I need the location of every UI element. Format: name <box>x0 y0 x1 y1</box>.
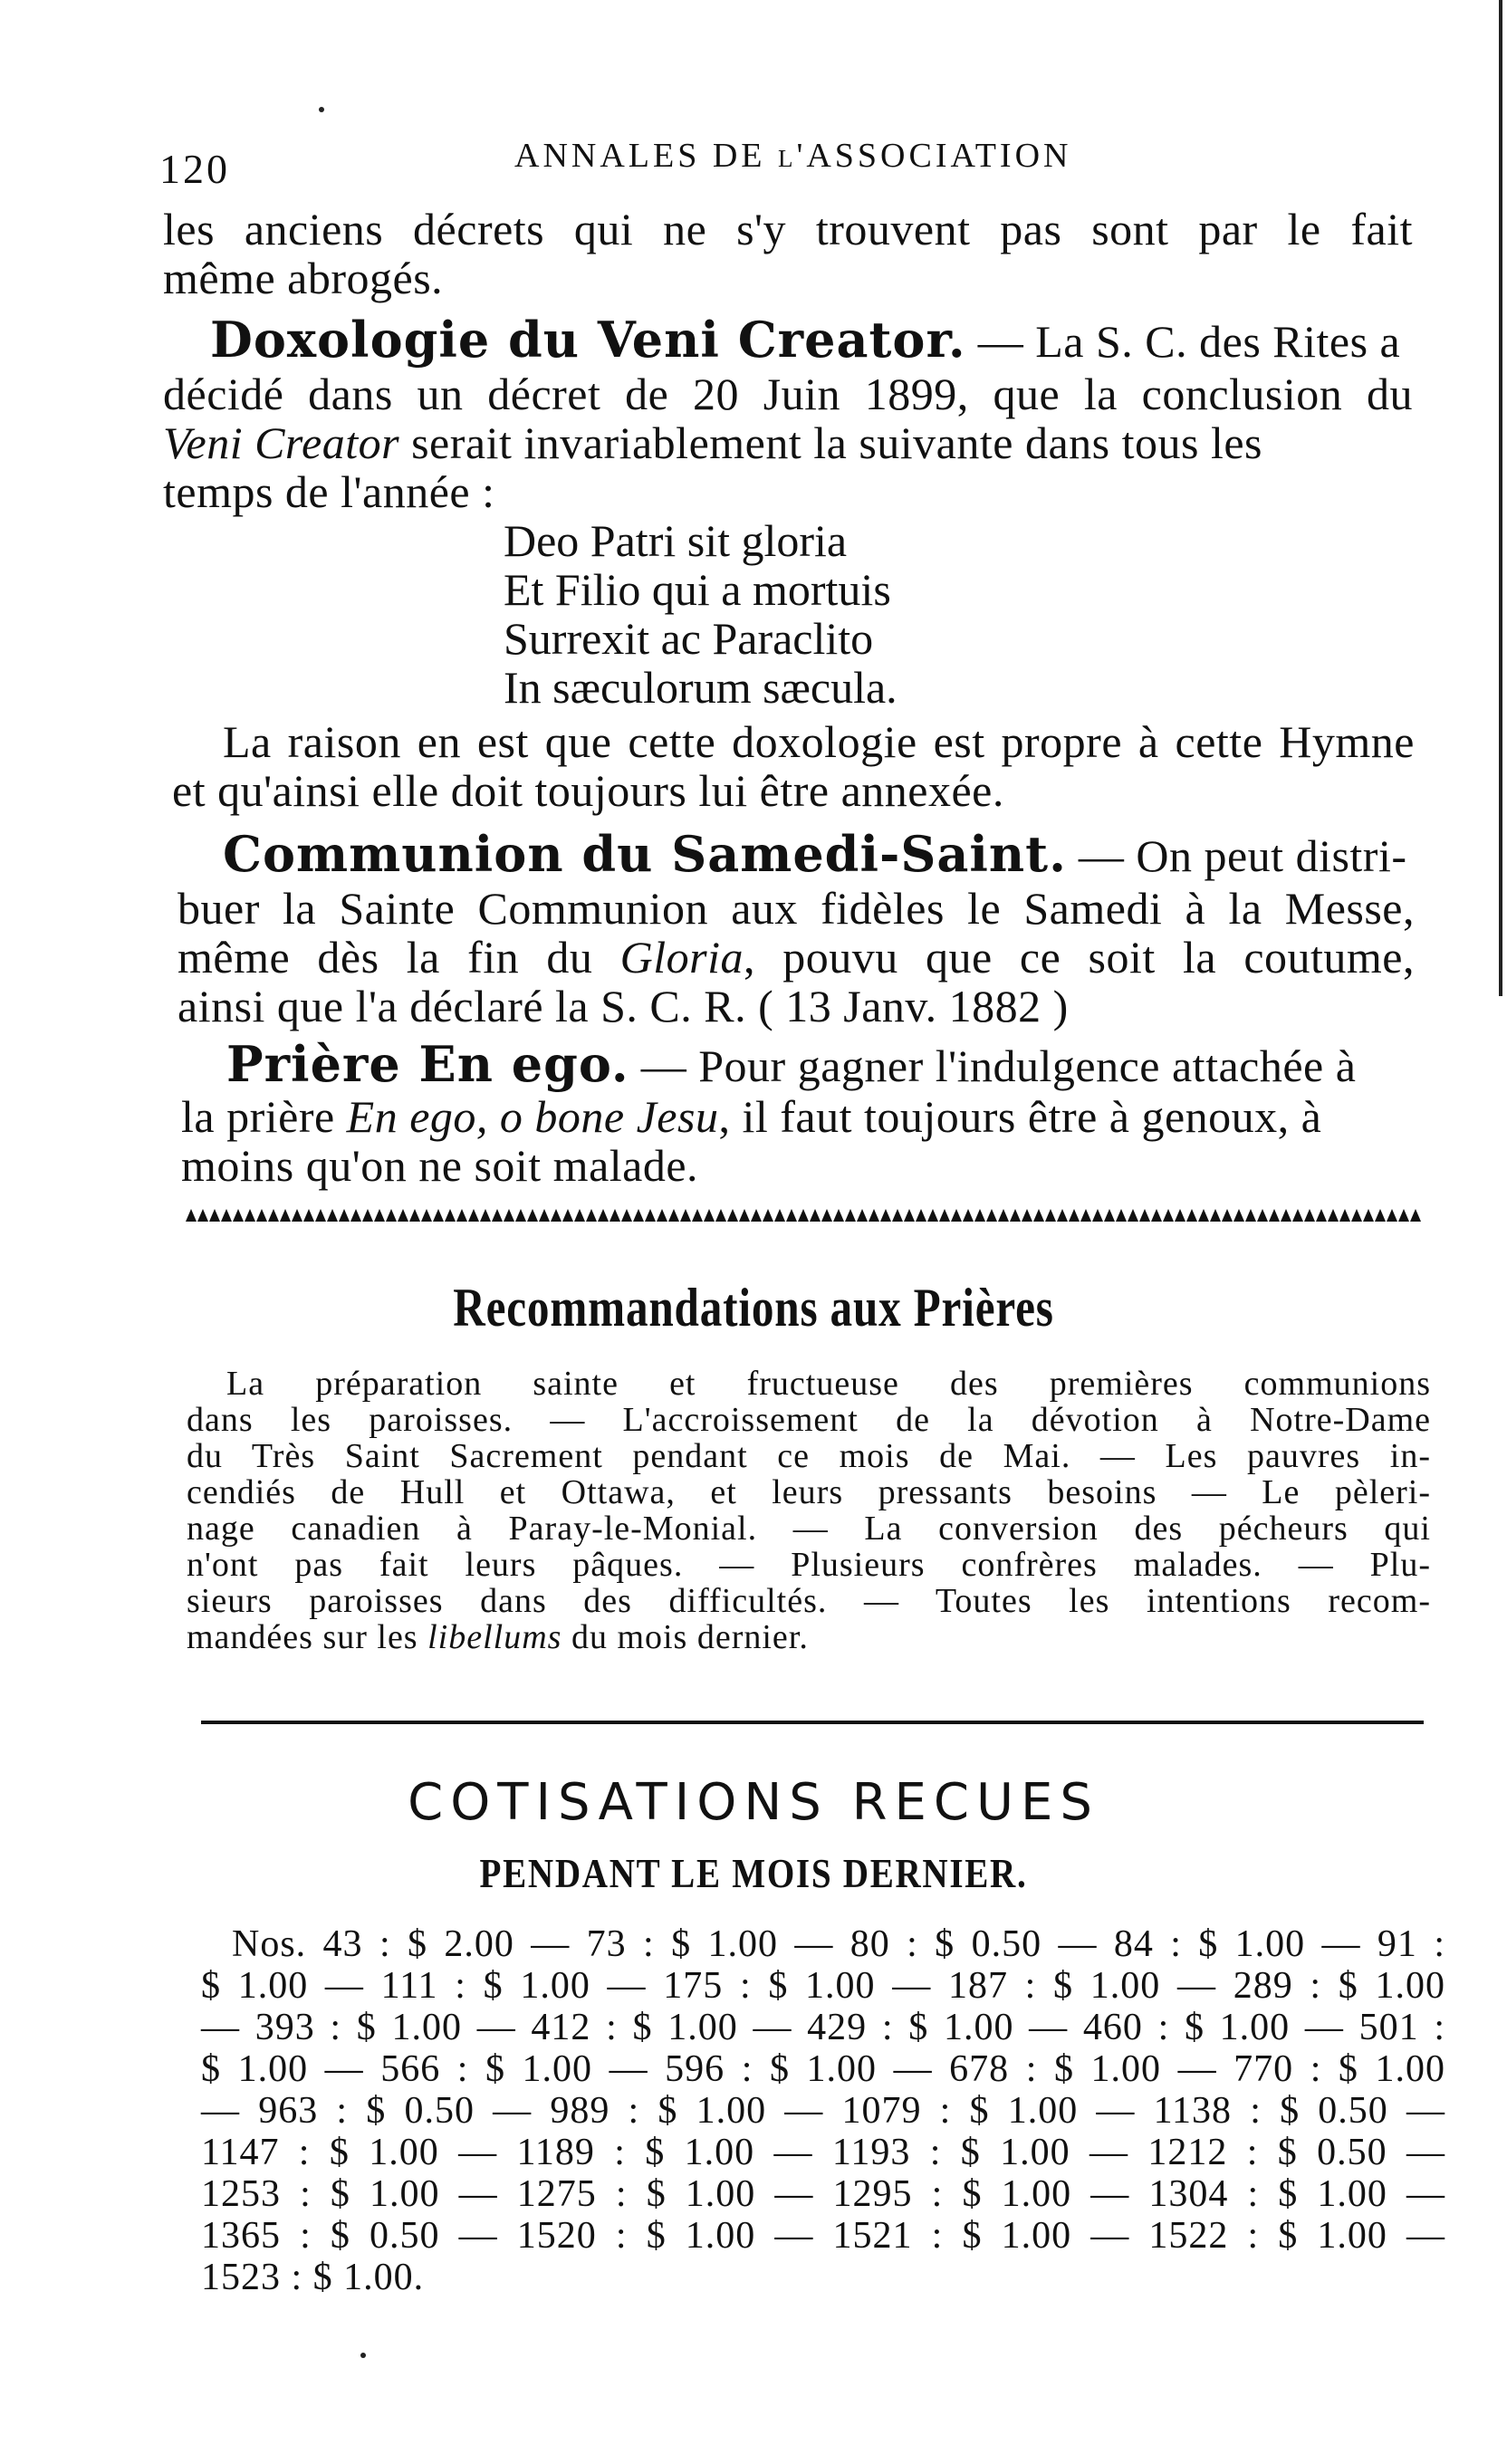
cotisation-line-4: $ 1.00 — 566 : $ 1.00 — 596 : $ 1.00 — 678 : $ 1.00 — 770 : $ 1.00 <box>201 2048 1445 2090</box>
ornament-mark <box>621 1209 632 1222</box>
ornament-mark <box>892 1209 903 1222</box>
ornament-mark <box>292 1209 302 1222</box>
priere-line-3: moins qu'on ne soit malade. <box>181 1140 699 1191</box>
running-title: ANNALES DE l'ASSOCIATION <box>514 137 1072 175</box>
ornament-mark <box>1139 1209 1150 1222</box>
ornament-mark <box>527 1209 538 1222</box>
priere-line-2 <box>181 1092 1415 1141</box>
ornament-mark <box>774 1209 785 1222</box>
recommandations-title: Recommandations aux Prières <box>453 1278 1054 1337</box>
cotisation-line-7: 1253 : $ 1.00 — 1275 : $ 1.00 — 1295 : $ 1.00 — 1304 : $ 1.00 — <box>201 2173 1445 2215</box>
ornament-mark <box>1104 1209 1115 1222</box>
ornament-mark <box>1080 1209 1091 1222</box>
cotisation-line-2: $ 1.00 — 111 : $ 1.00 — 175 : $ 1.00 — 187 : $ 1.00 — 289 : $ 1.00 <box>201 1965 1445 2007</box>
ornament-mark <box>386 1209 397 1222</box>
libellums-italic: libellums <box>427 1618 562 1656</box>
ornament-mark <box>445 1209 456 1222</box>
ornament-mark <box>1328 1209 1339 1222</box>
verse-line-3: Surrexit ac Paraclito <box>504 613 874 664</box>
communion-line-4: ainsi que l'a déclaré la S. C. R. ( 13 Janv. 1882 ) <box>178 981 1069 1031</box>
ornament-mark <box>963 1209 974 1222</box>
ornament-mark <box>1022 1209 1032 1222</box>
cotisations-title: COTISATIONS RECUES <box>408 1773 1099 1832</box>
ornament-mark <box>1045 1209 1056 1222</box>
ornament-mark <box>857 1209 868 1222</box>
ornament-mark <box>492 1209 503 1222</box>
ornament-mark <box>1410 1209 1421 1222</box>
priere-line-2-b: , il faut toujours être à genoux, à <box>718 1091 1322 1142</box>
ornament-mark <box>515 1209 526 1222</box>
ornament-mark <box>221 1209 232 1222</box>
ornament-mark <box>1398 1209 1409 1222</box>
ornament-mark <box>657 1209 667 1222</box>
speck <box>319 107 324 112</box>
doxologie-line-1 <box>210 311 1415 369</box>
cotisation-line-8: 1365 : $ 0.50 — 1520 : $ 1.00 — 1521 : $ 1.00 — 1522 : $ 1.00 — <box>201 2215 1445 2257</box>
communion-line-3-a: même dès la fin du <box>178 932 620 983</box>
ornament-mark <box>268 1209 279 1222</box>
ornament-mark <box>233 1209 244 1222</box>
ornament-mark <box>1269 1209 1280 1222</box>
reco-line-3: du Très Saint Sacrement pendant ce mois de Mai. — Les pauvres in- <box>187 1437 1431 1475</box>
ornament-mark <box>598 1209 609 1222</box>
ornament-mark <box>1198 1209 1209 1222</box>
priere-heading: Prière En ego. <box>226 1035 629 1093</box>
communion-line-1 <box>223 825 1415 883</box>
cotisation-line-6: 1147 : $ 1.00 — 1189 : $ 1.00 — 1193 : $ 1.00 — 1212 : $ 0.50 — <box>201 2132 1445 2173</box>
communion-line-2: buer la Sainte Communion aux fidèles le Samedi à la Messe, <box>178 883 1415 934</box>
ornament-mark <box>1281 1209 1291 1222</box>
reco-line-6: n'ont pas fait leurs pâques. — Plusieurs confrères malades. — Plu- <box>187 1546 1431 1584</box>
ornament-mark <box>810 1209 821 1222</box>
ornament-mark <box>1128 1209 1138 1222</box>
intro-line-1: les anciens décrets qui ne s'y trouvent pas sont par le fait <box>163 204 1413 254</box>
reco-line-8-a: mandées sur les <box>187 1618 428 1656</box>
cotisation-line-5: — 963 : $ 0.50 — 989 : $ 1.00 — 1079 : $ 1.00 — 1138 : $ 0.50 — <box>201 2090 1445 2132</box>
reco-line-4: cendiés de Hull et Ottawa, et leurs pressants besoins — Le pèleri- <box>187 1473 1431 1511</box>
ornament-mark <box>633 1209 644 1222</box>
priere-line-1-rest: — Pour gagner l'indulgence attachée à <box>629 1040 1357 1091</box>
ornament-mark <box>1151 1209 1162 1222</box>
ornament-mark <box>680 1209 691 1222</box>
ornament-mark <box>751 1209 762 1222</box>
ornament-mark <box>610 1209 620 1222</box>
ornament-mark <box>1069 1209 1080 1222</box>
reco-line-1: La préparation sainte et fructueuse des premières communions <box>226 1365 1431 1403</box>
ornament-mark <box>1233 1209 1244 1222</box>
ornament-mark <box>1163 1209 1174 1222</box>
ornament-mark <box>315 1209 326 1222</box>
reco-line-2: dans les paroisses. — L'accroissement de la dévotion à Notre-Dame <box>187 1401 1431 1439</box>
en-ego-italic: En ego, o bone Jesu <box>346 1091 719 1142</box>
communion-line-3 <box>178 933 1415 982</box>
ornament-mark <box>1210 1209 1221 1222</box>
gloria-italic: Gloria <box>619 932 744 983</box>
priere-line-2-a: la prière <box>181 1091 347 1142</box>
ornament-mark <box>821 1209 832 1222</box>
reco-line-5: nage canadien à Paray-le-Monial. — La conversion des pécheurs qui <box>187 1510 1431 1548</box>
ornament-mark <box>1292 1209 1303 1222</box>
ornament-mark <box>574 1209 585 1222</box>
communion-line-1-rest: — On peut distri- <box>1066 830 1407 881</box>
ornament-mark <box>433 1209 444 1222</box>
ornament-mark <box>939 1209 950 1222</box>
priere-line-1 <box>226 1035 1415 1093</box>
ornament-mark <box>186 1209 197 1222</box>
ornament-mark <box>468 1209 479 1222</box>
cotisations-subtitle: PENDANT LE MOIS DERNIER. <box>479 1850 1028 1896</box>
ornament-mark <box>327 1209 338 1222</box>
ornament-mark <box>998 1209 1009 1222</box>
verse-line-1: Deo Patri sit gloria <box>504 515 848 566</box>
ornament-mark <box>504 1209 514 1222</box>
ornament-mark <box>1092 1209 1103 1222</box>
doxologie-line-1-rest: — La S. C. des Rites a <box>965 316 1401 367</box>
cotisation-line-3: — 393 : $ 1.00 — 412 : $ 1.00 — 429 : $ 1.00 — 460 : $ 1.00 — 501 : <box>201 2007 1445 2048</box>
doxologie-line-2: décidé dans un décret de 20 Juin 1899, que la conclusion du <box>163 369 1413 419</box>
ornament-mark <box>668 1209 679 1222</box>
ornament-mark <box>456 1209 467 1222</box>
doxologie-after-2: et qu'ainsi elle doit toujours lui être annexée. <box>172 765 1004 816</box>
ornament-mark <box>1057 1209 1068 1222</box>
ornament-mark <box>739 1209 750 1222</box>
ornament-mark <box>845 1209 856 1222</box>
ornament-mark <box>916 1209 926 1222</box>
ornament-mark <box>1339 1209 1350 1222</box>
communion-line-3-b: , pouvu que ce soit la coutume, <box>744 932 1415 983</box>
ornament-mark <box>1186 1209 1197 1222</box>
ornament-mark <box>692 1209 703 1222</box>
cotisation-line-1: Nos. 43 : $ 2.00 — 73 : $ 1.00 — 80 : $ 0.50 — 84 : $ 1.00 — 91 : <box>232 1923 1445 1965</box>
ornament-mark <box>1351 1209 1362 1222</box>
ornament-mark <box>562 1209 573 1222</box>
reco-line-8-b: du mois dernier. <box>562 1618 809 1656</box>
ornament-mark <box>1222 1209 1233 1222</box>
doxologie-line-4: temps de l'année : <box>163 466 495 517</box>
ornament-mark <box>986 1209 997 1222</box>
ornament-mark <box>480 1209 491 1222</box>
ornament-mark <box>197 1209 208 1222</box>
ornament-mark <box>256 1209 267 1222</box>
doxologie-line-3 <box>163 418 1413 467</box>
speck <box>360 2353 366 2358</box>
section-rule <box>201 1721 1424 1724</box>
ornament-mark <box>1245 1209 1256 1222</box>
veni-creator-italic: Veni Creator <box>163 417 400 468</box>
ornament-mark <box>869 1209 879 1222</box>
ornament-mark <box>645 1209 656 1222</box>
ornament-mark <box>1363 1209 1374 1222</box>
ornament-mark <box>833 1209 844 1222</box>
reco-line-8 <box>187 1619 809 1655</box>
page-number: 120 <box>159 146 230 192</box>
ornament-mark <box>409 1209 420 1222</box>
ornament-mark <box>727 1209 738 1222</box>
ornament-mark <box>1316 1209 1327 1222</box>
ornament-mark <box>786 1209 797 1222</box>
ornament-mark <box>1033 1209 1044 1222</box>
doxologie-line-3-rest: serait invariablement la suivante dans tous les <box>399 417 1262 468</box>
ornament-mark <box>421 1209 432 1222</box>
ornament-mark <box>362 1209 373 1222</box>
ornament-mark <box>1304 1209 1315 1222</box>
verse-line-2: Et Filio qui a mortuis <box>504 564 891 615</box>
ornament-mark <box>904 1209 915 1222</box>
cotisation-line-9: 1523 : $ 1.00. <box>201 2257 425 2298</box>
doxologie-heading: Doxologie du Veni Creator. <box>210 311 966 369</box>
ornament-mark <box>715 1209 726 1222</box>
ornament-mark <box>350 1209 361 1222</box>
ornament-mark <box>551 1209 562 1222</box>
ornament-mark <box>539 1209 550 1222</box>
ornament-mark <box>1175 1209 1185 1222</box>
ornament-mark <box>209 1209 220 1222</box>
ornament-mark <box>1010 1209 1021 1222</box>
ornament-mark <box>880 1209 891 1222</box>
ornament-mark <box>303 1209 314 1222</box>
ornament-mark <box>951 1209 962 1222</box>
page-edge-rule <box>1499 0 1502 996</box>
doxologie-after-1: La raison en est que cette doxologie est propre à cette Hymne <box>223 716 1415 767</box>
reco-line-7: sieurs paroisses dans des difficultés. — Toutes les intentions recom- <box>187 1582 1431 1620</box>
ornament-mark <box>1387 1209 1397 1222</box>
ornament-mark <box>1257 1209 1268 1222</box>
intro-line-2: même abrogés. <box>163 253 444 303</box>
ornament-mark <box>1116 1209 1127 1222</box>
ornament-mark <box>398 1209 408 1222</box>
ornament-mark <box>974 1209 985 1222</box>
verse-line-4: In sæculorum sæcula. <box>504 662 897 713</box>
ornament-mark <box>339 1209 350 1222</box>
ornament-mark <box>763 1209 773 1222</box>
ornament-mark <box>374 1209 385 1222</box>
ornament-mark <box>245 1209 255 1222</box>
ornament-mark <box>1375 1209 1386 1222</box>
ornament-mark <box>927 1209 938 1222</box>
communion-heading: Communion du Samedi-Saint. <box>223 825 1067 883</box>
ornament-mark <box>798 1209 809 1222</box>
ornament-mark <box>280 1209 291 1222</box>
ornamental-divider <box>186 1209 1426 1227</box>
ornament-mark <box>586 1209 597 1222</box>
ornament-mark <box>704 1209 715 1222</box>
